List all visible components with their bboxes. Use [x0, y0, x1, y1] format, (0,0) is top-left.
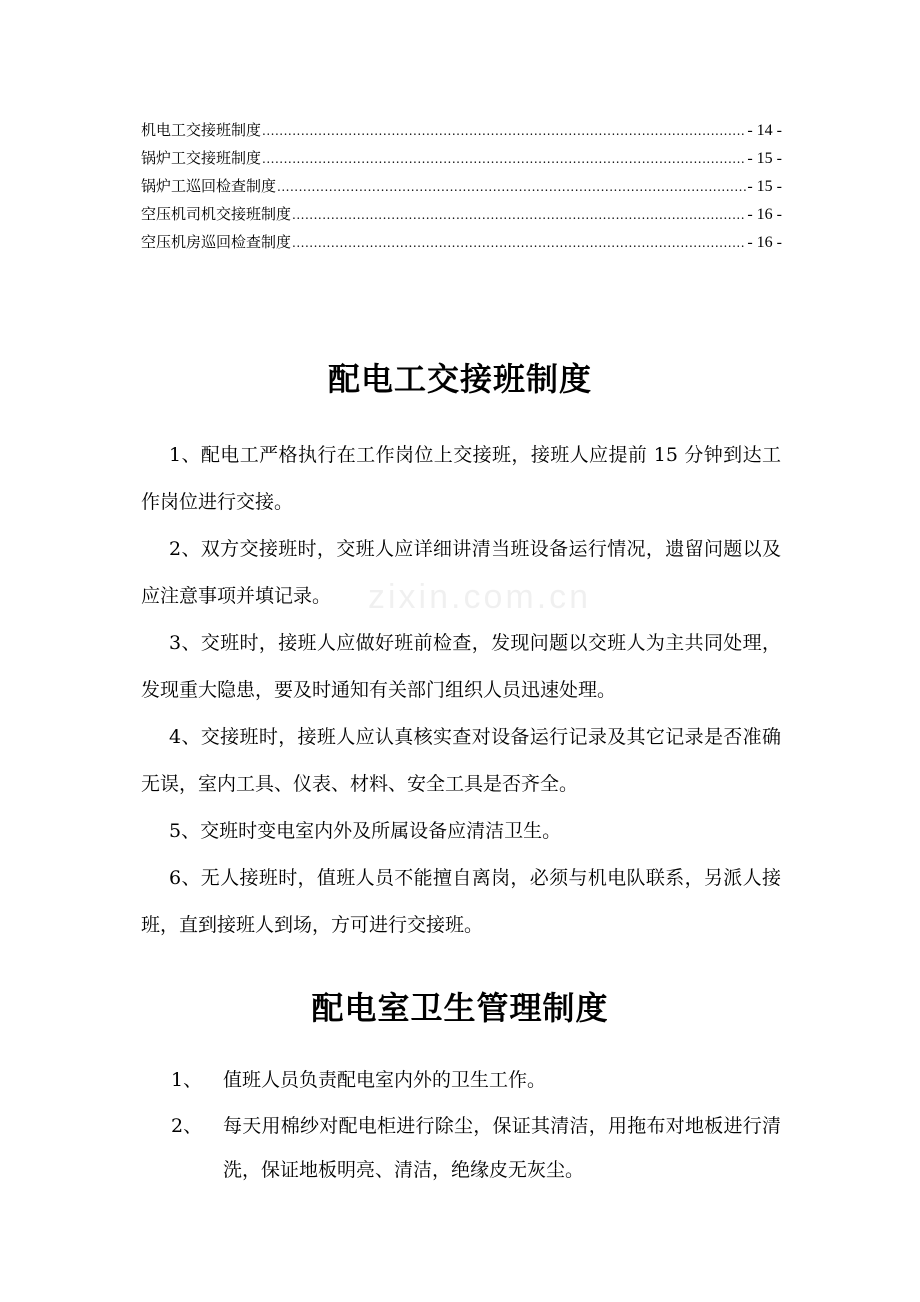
toc-entry-title: 空压机房巡回检查制度 — [141, 233, 292, 251]
list-item — [141, 1058, 781, 1102]
toc-entry-title: 锅炉工交接班制度 — [141, 149, 262, 167]
toc-leader-dots — [262, 144, 746, 173]
toc-leader-dots — [277, 172, 746, 201]
toc-entry-page: - 15 - — [747, 178, 782, 195]
toc-entry-title: 锅炉工巡回检查制度 — [141, 177, 277, 195]
rule-paragraph: 4、交接班时，接班人应认真核实查对设备运行记录及其它记录是否准确无误，室内工具、仪表、材料、安全工具是否齐全。 — [141, 726, 781, 795]
table-of-contents — [141, 116, 782, 256]
toc-entry[interactable] — [141, 228, 782, 256]
toc-entry-page: - 16 - — [747, 206, 782, 223]
rule-paragraph: 2、双方交接班时，交班人应详细讲清当班设备运行情况，遗留问题以及应注意事项并填记录。 — [141, 538, 781, 607]
handover-rules — [141, 432, 781, 949]
toc-leader-dots — [292, 228, 746, 257]
section-title-handover: 配电工交接班制度 — [327, 360, 592, 398]
toc-leader-dots — [262, 116, 746, 145]
rule-paragraph: 3、交班时，接班人应做好班前检查，发现问题以交班人为主共同处理，发现重大隐患，要及时通知有关部门组织人员迅速处理。 — [141, 632, 781, 701]
toc-entry[interactable] — [141, 172, 782, 200]
toc-entry-page: - 15 - — [747, 150, 782, 167]
list-item-text: 值班人员负责配电室内外的卫生工作。 — [223, 1069, 547, 1091]
toc-entry[interactable] — [141, 200, 782, 228]
toc-entry[interactable] — [141, 144, 782, 172]
toc-entry-title: 空压机司机交接班制度 — [141, 205, 292, 223]
toc-entry-page: - 16 - — [747, 234, 782, 251]
toc-entry-title: 机电工交接班制度 — [141, 121, 262, 139]
list-item-number: 1、 — [171, 1069, 203, 1091]
toc-entry-page: - 14 - — [747, 122, 782, 139]
rule-paragraph: 1、配电工严格执行在工作岗位上交接班，接班人应提前 15 分钟到达工作岗位进行交接。 — [141, 444, 781, 513]
rule-paragraph: 5、交班时变电室内外及所属设备应清洁卫生。 — [169, 820, 562, 842]
list-item-text: 每天用棉纱对配电柜进行除尘，保证其清洁，用拖布对地板进行清洗，保证地板明亮、清洁，绝缘皮无灰尘。 — [223, 1115, 781, 1181]
list-item-number: 2、 — [171, 1115, 203, 1137]
rule-paragraph: 6、无人接班时，值班人员不能擅自离岗，必须与机电队联系，另派人接班，直到接班人到场，方可进行交接班。 — [141, 867, 781, 936]
toc-leader-dots — [292, 200, 746, 229]
toc-entry[interactable] — [141, 116, 782, 144]
section-title-hygiene: 配电室卫生管理制度 — [311, 989, 609, 1027]
watermark-text: zixin.com.cn — [368, 578, 592, 616]
hygiene-rules — [141, 1058, 781, 1194]
list-item — [141, 1104, 781, 1192]
